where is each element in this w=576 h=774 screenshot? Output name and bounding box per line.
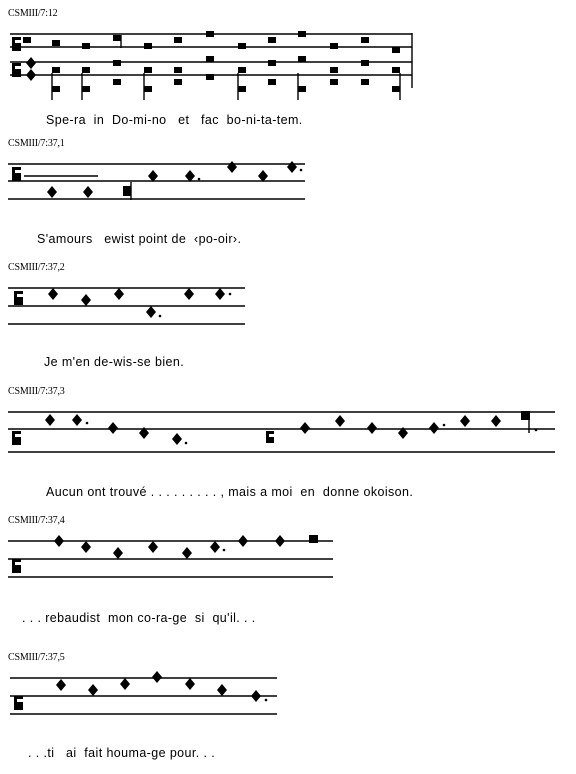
lozenge-note xyxy=(47,186,57,198)
lozenge-note xyxy=(215,288,225,300)
lozenge-note xyxy=(81,541,91,553)
square-note xyxy=(123,186,131,196)
lozenge-note xyxy=(48,288,58,300)
lozenge-note xyxy=(185,678,195,690)
lozenge-note xyxy=(26,57,36,69)
lozenge-note xyxy=(56,679,66,691)
staff xyxy=(8,411,555,452)
lozenge-note xyxy=(184,288,194,300)
lozenge-note xyxy=(45,414,55,426)
mensuration-sign xyxy=(12,559,21,573)
lozenge-note xyxy=(120,678,130,690)
lozenge-note xyxy=(217,684,227,696)
example-text: . . .ti ai fait houma-ge pour. . . xyxy=(28,746,216,760)
lozenge-note xyxy=(300,422,310,434)
lozenge-note xyxy=(367,422,377,434)
lozenge-note xyxy=(335,415,345,427)
example-text: Spe-ra in Do-mi-no et fac bo-ni-ta-tem. xyxy=(46,113,303,127)
lozenge-note xyxy=(172,433,182,445)
lozenge-note xyxy=(88,684,98,696)
lozenge-note xyxy=(185,170,195,182)
example-text: Je m'en de-wis-se bien. xyxy=(44,355,185,369)
staff xyxy=(8,161,305,200)
mensuration-sign xyxy=(12,63,21,77)
lozenge-note xyxy=(152,671,162,683)
lozenge-note xyxy=(227,161,237,173)
lozenge-note xyxy=(275,535,285,547)
staff xyxy=(10,671,277,714)
lozenge-note xyxy=(258,170,268,182)
example-reference: CSMIII/7:12 xyxy=(8,8,58,19)
mensuration-sign xyxy=(266,431,274,443)
lozenge-note xyxy=(491,415,501,427)
lozenge-note xyxy=(26,69,36,81)
example-reference: CSMIII/7:37,1 xyxy=(8,138,65,149)
mensuration-sign xyxy=(14,696,23,710)
example-text: S'amours ewist point de ‹po-oir›. xyxy=(37,232,242,246)
example-reference: CSMIII/7:37,5 xyxy=(8,652,65,663)
lozenge-note xyxy=(81,294,91,306)
lozenge-note xyxy=(83,186,93,198)
lozenge-note xyxy=(54,535,64,547)
lozenge-note xyxy=(182,547,192,559)
mensuration-sign xyxy=(12,167,21,181)
mensuration-sign xyxy=(12,431,21,445)
lozenge-note xyxy=(108,422,118,434)
lozenge-note xyxy=(113,547,123,559)
square-note xyxy=(309,535,318,543)
lozenge-note xyxy=(146,306,156,318)
example-text: . . . rebaudist mon co-ra-ge si qu'il. . . xyxy=(22,611,256,625)
lozenge-note xyxy=(287,161,297,173)
staff-system xyxy=(10,31,412,100)
example-reference: CSMIII/7:37,3 xyxy=(8,386,65,397)
example-text: Aucun ont trouvé . . . . . . . . . , mais a moi en donne okoison. xyxy=(46,485,414,499)
mensuration-sign xyxy=(12,37,21,51)
lozenge-note xyxy=(72,414,82,426)
lozenge-note xyxy=(114,288,124,300)
lozenge-note xyxy=(148,541,158,553)
lozenge-note xyxy=(429,422,439,434)
lozenge-note xyxy=(460,415,470,427)
staff xyxy=(8,288,245,324)
lozenge-note xyxy=(210,541,220,553)
mensuration-sign xyxy=(14,291,23,305)
lozenge-note xyxy=(238,535,248,547)
staff xyxy=(8,535,333,577)
lozenge-note xyxy=(251,690,261,702)
example-reference: CSMIII/7:37,2 xyxy=(8,262,65,273)
example-reference: CSMIII/7:37,4 xyxy=(8,515,65,526)
lozenge-note xyxy=(148,170,158,182)
